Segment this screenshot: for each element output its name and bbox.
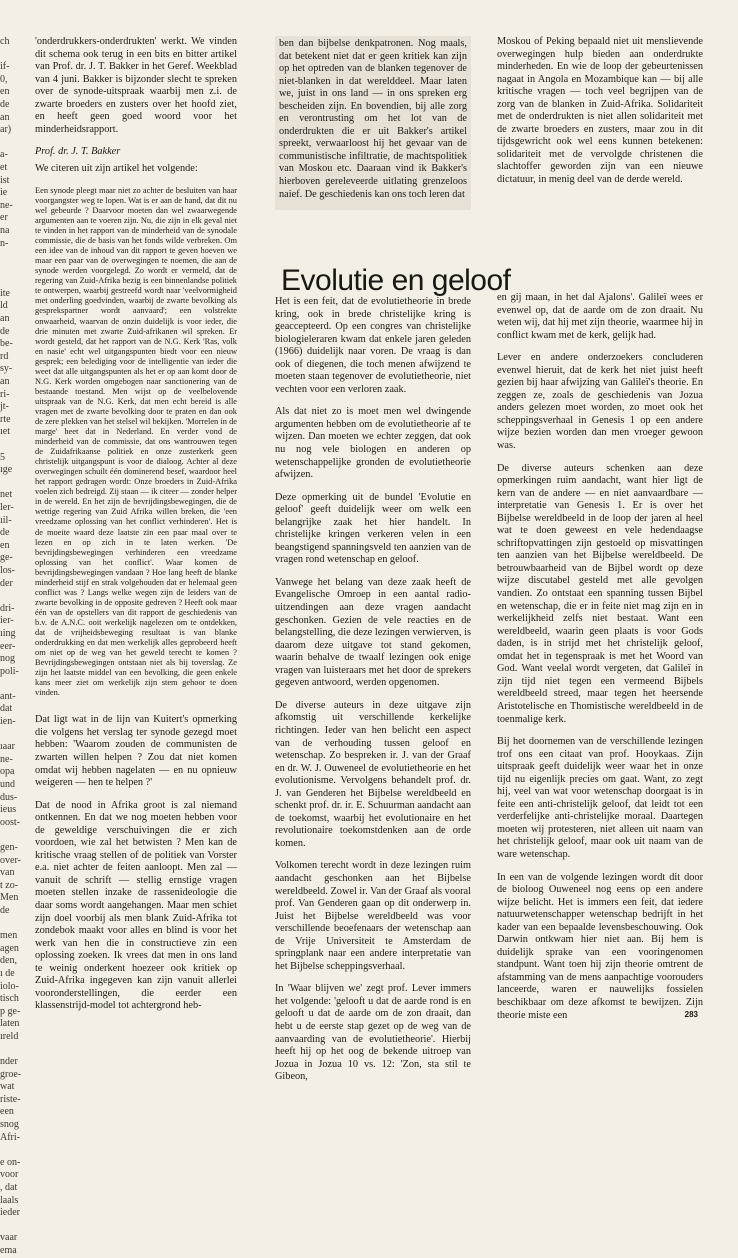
- column-1: [35, 36, 237, 1016]
- left-fragment-line: na: [0, 224, 10, 236]
- left-fragment-line: ie: [0, 187, 8, 199]
- bakker-quote: Een synode pleegt maar niet zo achter de besluiten van haar voorgangster weg te lopen. Wat is er aan de hand, dat dit nu wel gebeurde ? Daarvoor moeten dan wel zwaarwegende argumenten aan te voeren zijn. Nu, die zijn in elk geval niet te vinden in het rapport van de minderheid van de synodale commissie, die de basis van het fonds wilde verbreken. Om een idee van de inhoud van dit rapport te geven hoeven we maar een paar van de overwegingen te noemen, die aan de synode werden voorgelegd. Zo wordt er vermeld, dat de regering van Zuid-Afrika bezig is een binnenlandse politiek te ontwerpen, waarbij gestreefd wordt naar 'veelvormigheid met onderling goedvinden, waarbij de zwarte bevolking als gesprekspartner wordt aanvaard'; een volstrekte onwaarheid, waarvan de onzin duidelijk is voor ieder, die drie minuten met zwarte Zuid-afrikanen wil spreken. Er wordt gesteld, dat het rapport van de N.G. Kerk 'Ras, volk en nasie' echt wel uitgangspunten biedt voor een nieuw gesprek; een belediging voor de intelligentie van ieder die weet dat alle uitgangspunten als het er op aan komt door de N.G. Kerk worden omgebogen naar sanctionering van de bestaande toestand. Men wijst op de veelbelovende uitspraak van de N.G. Kerk, dat men echt bereid is alle vragen met de zwarte bevolking door te praten en dan ook de zere plekken van het stelsel wil bekijken. 'Morrelen in de marge' heet dat in Nederland. En verder vond de minderheid van de commissie, dat ons wantrouwen tegen de Zuidafrikaanse politiek en onze zusterkerk geen christelijk uitgangspunt is voor de dialoog. Achter al deze overwegingen schuilt één dominerend besef, waardoor heel het rapport gedragen wordt: Onze broeders in Zuid-Afrika voelen zich bedreigd. Zij staan — ik citeer — zonder helper in de wereld. En het zijn de bevrijdingsbewegingen, die de wettige regering van Zuid Afrika willen breken, die 'een vreedzame oplossing van het conflict verhinderen'. Het is de moeite waard deze laatste zin een paar maal over te lezen en op zich in te laten werken. 'De bevrijdingsbewegingen verhinderen een vreedzame oplossing van het conflict'. Waar komen de bevrijdingsbewegingen vandaan ? Hoe lang heeft de blanke minderheid stijf en strak volgehouden dat er helemaal geen conflict was ? Langs welke wegen zijn de leiders van de zwarte bevolking in de opposite gedreven ? Heeft ook maar één van de opstellers van dit rapport de geschiedenis van b.v. de A.N.C. ooit werkelijk nagelezen om te ontdekken, dat de vrijheidsbeweging resultaat is van blanke onderdrukking en dat men werkelijk alles geprobeerd heeft om niet op de weg van het geweld terecht te komen ? Bevrijdingsbewegingen ontstaan niet als bij toverslag. Ze zijn het laatste middel van een bevolking, die geen enkele kans meer ziet om werkelijk zijn stem gehoor te doen vinden.: [35, 185, 237, 698]
- left-fragment-line: 5: [0, 451, 5, 463]
- left-fragment-line: los-: [0, 564, 15, 576]
- left-fragment-line: voor: [0, 1169, 19, 1181]
- col3-paragraph-1: en gij maan, in het dal Ajalons'. Galileï wees er evenwel op, dat de aarde om de zon draait. Nu weten wij, dat hij met zijn theorie, waarmee hij in conflict kwam met de kerk, gelijk had.: [497, 292, 703, 341]
- left-fragment-line: [0, 439, 24, 452]
- quote-intro: We citeren uit zijn artikel het volgende:: [35, 163, 198, 175]
- left-fragment-line: [0, 729, 24, 742]
- article-title: Evolutie en geloof: [281, 264, 511, 297]
- left-fragment-line: an: [0, 376, 10, 388]
- left-column-fragments: [0, 36, 24, 1258]
- left-fragment-line: 0,: [0, 73, 8, 85]
- left-fragment-line: [0, 263, 24, 276]
- left-fragment-line: dat: [0, 703, 13, 715]
- left-fragment-line: ri-: [0, 388, 10, 400]
- left-fragment-line: e on-: [0, 1156, 21, 1168]
- left-fragment-line: [0, 590, 24, 603]
- left-fragment-line: sy-: [0, 363, 13, 375]
- left-fragment-line: [0, 137, 24, 150]
- left-fragment-line: er: [0, 212, 8, 224]
- col1-paragraph-3: Dat de nood in Afrika groot is zal niemand ontkennen. En dat we nog moeten hebben voor de geweldige verschuivingen die er zich voordoen, wie zal het betwisten ? Men kan de kritische vraag stellen of de politiek van Vorster e.a. niet achter de feiten aanloopt. Men zal — vanuit de schrift — stellig ernstige vragen moeten stellen inzake de rassenideologie die daar soms wordt aangehangen. Maar men schiet zijn doel voorbij als men blank Zuid-Afrika tot zondebok maakt voor alles en blind is voor het werk van hen die in constructieve zin een oplossing zoeken. Ik vrees dat men in ons land te weinig onderkent hoezeer ook kritiek op Zuid-Afrika ingegeven kan zijn vanuit allerlei vooronderstellingen, die eerder een klassenstrijd-model tot achtergrond heb-: [35, 799, 237, 1012]
- left-fragment-line: [0, 1044, 24, 1057]
- left-fragment-line: een: [0, 1106, 14, 1118]
- left-fragment-line: ien-: [0, 716, 16, 728]
- left-fragment-line: [0, 49, 24, 62]
- col3-paragraph-5: In een van de volgende lezingen wordt dit door de bioloog Ouweneel nog eens op een andere wijze belicht. Het is immers een feit, dat iedere natuurwetenschapper wetenschap bedrijft in het kader van een bepaalde levensbeschouwing. Ook Darwin ontkwam hier niet aan. Bij hem is duidelijk sprake van een vooringenomen standpunt. Want toen hij zijn theorie omtrent de afstamming van de mens aanpachtige voorouders lanceerde, waren er nauwelijks fossielen beschikbaar om deze afkomst te bewijzen. Zijn theorie miste een: [497, 871, 703, 1021]
- left-fragment-line: en: [0, 539, 10, 551]
- left-fragment-line: ı de: [0, 967, 15, 979]
- left-fragment-line: wat: [0, 1081, 15, 1093]
- left-fragment-line: [0, 250, 24, 263]
- col1-paragraph-1: 'onderdrukkers-onderdrukten' werkt. We vinden dit schema ook terug in een bits en bitter artikel van Prof. dr. J. T. Bakker in het Geref. Weekblad van 4 juni. Bakker is bijzonder slecht te spreken over de synode-uitspraak waarbij men z.i. de zwarte broeders en zusters over het hoofd ziet, en heeft geen goed woord voor het minderheidsrapport.: [35, 36, 237, 135]
- left-fragment-line: riste-: [0, 1093, 21, 1105]
- left-fragment-line: tisch: [0, 993, 19, 1005]
- col1-paragraph-2: Dat ligt wat in de lijn van Kuitert's opmerking die volgens het verslag ter synode gezegd moet hebben: 'Waarom zouden de communisten de zwarten willen helpen ? Zou dat niet komen omdat wij hebben nagelaten — en nu opnieuw weigeren — hen te helpen ?': [35, 714, 237, 789]
- left-fragment-line: an: [0, 111, 10, 123]
- left-fragment-line: de: [0, 325, 10, 337]
- left-fragment-line: iolo-: [0, 980, 19, 992]
- col2-paragraph-1: Het is een feit, dat de evolutietheorie in brede kring, ook in brede christelijke kring is geaccepteerd. Op een congres van christelijke biologieleraren kwam dat enkele jaren geleden (1966) duidelijk naar voren. De vraag is dan ook of diegenen, die toch menen afwijzend te moeten staan tegenover de evolutietheorie, niet vechten voor een verloren zaak.: [275, 296, 471, 395]
- col2-paragraph-2: Als dat niet zo is moet men wel dwingende argumenten hebben om de evolutietheorie af te wijzen. Dan moeten we echter zeggen, dat ook nu nog vele biologen en anderen op wetenschappelijke gronden de evolutietheorie afwijzen.: [275, 406, 471, 481]
- left-fragment-line: t zo-: [0, 879, 19, 891]
- left-fragment-line: ler-: [0, 501, 14, 513]
- left-fragment-line: , dat: [0, 1182, 18, 1194]
- left-fragment-line: ite: [0, 287, 10, 299]
- left-fragment-line: [0, 678, 24, 691]
- left-fragment-line: ieus: [0, 804, 17, 816]
- left-fragment-line: ema: [0, 1245, 17, 1256]
- left-fragment-line: over-: [0, 854, 21, 866]
- left-fragment-line: gen-: [0, 842, 18, 853]
- col3-paragraph-4: Bij het doornemen van de verschillende lezingen trof ons een citaat van prof. Hooykaas. Zijn uitspraak geeft duidelijk weer waar het in onze tijd nu eigenlijk precies om gaat. Want, zo zegt hij, veel van wat voor wetenschap doorgaat is in feite een anti-christelijk geloof, dat leidt tot een verderfelijke anti-christelijke moraal. Daartegen moeten wij protesteren, niet alleen uit naam van het christelijk geloof, maar ook uit naam van de ware wetenschap.: [497, 736, 703, 860]
- left-fragment-line: ıet: [0, 426, 10, 438]
- left-fragment-line: en: [0, 86, 10, 98]
- left-fragment-line: poli-: [0, 665, 19, 677]
- left-fragment-line: groe-: [0, 1068, 22, 1080]
- left-fragment-line: agen: [0, 942, 19, 954]
- col3-continuation: Moskou of Peking bepaald niet uit menslievende overwegingen hulp bieden aan onderdrukte minderheden. En wie de loop der gebeurtenissen nagaat in Angola en Mozambique kan — bij alle kritische vragen — toch veel begrijpen van de zorg van de blanken in Zuid-Afrika. Solidariteit met de onderdrukten is niet allen solidariteit met de zwarte broeders en zusters, maar zou in dit tijdsgewricht ook wel eens kunnen betekenen: solidariteit met de vervolgde christenen die slachtoffer geworden zijn van een nieuwe dictatuur, in menig deel van de derde wereld.: [497, 36, 703, 186]
- left-fragment-line: ist: [0, 174, 10, 186]
- col2-paragraph-5: De diverse auteurs in deze uitgave zijn afkomstig uit verschillende kerkelijke richtingen. Ieder van hen belicht een aspect van de verhouding tussen geloof en wetenschap. Zo bespreken ir. J. van der Graaf en dr. W. J. Ouweneel de evolutietheorie en het evolutionisme. Vervolgens behandelt prof. dr. J. van Genderen het Bijbelse wereldbeeld en schenkt prof. dr. ir. E. Schuurman aandacht aan de toekomst, waarbij het evolutionaire en het revolutionaire toekomstdenken aan de orde komen.: [275, 699, 471, 849]
- left-fragment-line: men: [0, 930, 18, 942]
- left-fragment-line: nder: [0, 1056, 18, 1068]
- left-fragment-line: ne-: [0, 199, 13, 211]
- col2-paragraph-6: Volkomen terecht wordt in deze lezingen ruim aandacht geschonken aan het Bijbelse wereldbeeld. Zowel ir. Van der Graaf als vooral prof. Van Genderen gaan op dit onderwerp in. Juist het Bijbelse wereldbeeld was voor verschillende beoefenaars der wetenschap aan de Vrije Universiteit te Amsterdam de springplank naar een andere interpretatie van het Bijbelse scheppingsverhaal.: [275, 860, 471, 972]
- left-fragment-line: jt-: [0, 401, 9, 413]
- left-fragment-line: der: [0, 577, 13, 589]
- left-fragment-line: ge-: [0, 552, 13, 564]
- left-fragment-line: den,: [0, 955, 17, 967]
- left-fragment-line: dus-: [0, 791, 18, 803]
- left-fragment-line: ıreld: [0, 1030, 19, 1042]
- left-fragment-line: ne-: [0, 753, 13, 765]
- left-fragment-line: ier-: [0, 615, 14, 627]
- left-fragment-line: rd: [0, 350, 9, 362]
- left-fragment-line: ıaar: [0, 741, 15, 753]
- page-number: 283: [684, 1010, 698, 1019]
- left-fragment-line: ld: [0, 300, 8, 312]
- left-fragment-line: opa: [0, 766, 15, 778]
- col2-paragraph-7: In 'Waar blijven we' zegt prof. Lever immers het volgende: 'gelooft u dat de aarde rond is en gelooft u dat de aarde om de zon draait, dan hebt u de eerste stap gezet op de weg van de aanvaarding van de evolutietheorie'. Hierbij heeft hij op het oog de bekende uitroep van Jozua in Jozua 10 vs. 12: 'Zon, sta stil te Gibeon,: [275, 983, 471, 1083]
- column-2: [275, 36, 471, 1083]
- left-fragment-line: vaar: [0, 1232, 18, 1244]
- left-fragment-line: dri-: [0, 602, 15, 614]
- left-fragment-line: de: [0, 527, 10, 539]
- left-fragment-line: ch: [0, 36, 10, 47]
- left-fragment-line: [0, 275, 24, 288]
- col2-paragraph-3: Deze opmerking uit de bundel 'Evolutie en geloof' geeft duidelijk weer om welk een belangrijke zaak het hier handelt. In christelijke kringen verkeren velen in een beangstigend spanningsveld ten aanzien van de vragen rond wetenschap en geloof.: [275, 491, 471, 566]
- left-fragment-line: ant-: [0, 690, 16, 702]
- left-fragment-line: de: [0, 98, 10, 110]
- byline-bakker: Prof. dr. J. T. Bakker: [35, 146, 121, 158]
- left-fragment-line: Afri-: [0, 1131, 20, 1143]
- left-fragment-line: eer-: [0, 640, 16, 652]
- left-fragment-line: Men: [0, 892, 19, 904]
- left-fragment-line: [0, 1144, 24, 1157]
- col2-continuation: ben dan bijbelse denkpatronen. Nog maals, dat betekent niet dat er geen kritiek kan zijn op het optreden van de blanken tegenover de niet-blanken in dat werelddeel. Maar laten we, juist in ons land — in ons spreken erg bescheiden zijn. En bovendien, bij alle zorg en verontrusting om het lot van de onderdrukten die er uit Bakker's artikel spreekt, verwaarloost hij het gevaar van de communistische infiltratie, de machtspolitiek van Moskou etc. Daaraan vind ik Bakker's hierboven gereleveerde uitlating grenzeloos naief. De geschiedenis kan ons toch leren dat: [275, 36, 471, 210]
- left-fragment-line: be-: [0, 338, 13, 350]
- left-fragment-line: [0, 918, 24, 931]
- left-fragment-line: n-: [0, 237, 9, 249]
- left-fragment-line: ieder: [0, 1207, 20, 1219]
- column-3: [497, 36, 703, 1021]
- left-fragment-line: de: [0, 904, 10, 916]
- left-fragment-line: oost-: [0, 816, 20, 828]
- left-fragment-line: if-: [0, 61, 10, 73]
- col2-paragraph-4: Vanwege het belang van deze zaak heeft de Evangelische Omroep in een aantal radio-uitzendingen aan deze vragen aandacht geschonken. Gezien de vele reacties en de belangstelling, die deze lezingen verwierven, is daarom deze uitgave tot stand gekomen, waarin behalve de twaalf lezingen ook enige vragen van luisteraars met het door de sprekers gegeven antwoord, werden opgenomen.: [275, 576, 471, 689]
- left-fragment-line: laals: [0, 1194, 19, 1206]
- left-fragment-line: an: [0, 313, 10, 325]
- left-fragment-line: nog: [0, 653, 15, 665]
- left-fragment-line: [0, 1220, 24, 1233]
- left-fragment-line: a-: [0, 149, 8, 161]
- left-fragment-line: ıing: [0, 627, 16, 639]
- left-fragment-line: net: [0, 489, 13, 501]
- left-fragment-line: und: [0, 779, 15, 791]
- col3-paragraph-3: De diverse auteurs schenken aan deze opmerkingen ruim aandacht, want hier ligt de kern van de andere — en niet aanvaardbare — interpretatie van Genesis 1. Er is over het Bijbelse wereldbeeld in de loop der jaren al heel wat te doen geweest en vele hedendaagse schriftopvattingen zijn gestoeld op misvattingen ten aanzien van het Bijbelse wereldbeeld. De betrouwbaarheid van de Bijbel wordt op deze wijze discutabel gesteld met alle gevolgen vandien. Zo ontstaat een spanning tussen Bijbel en wetenschap, die er in feite niet mag zijn en in werkelijkheid zelfs niet bestaat. Want een wereldbeeld, waarin geen plaats is voor Gods daden, is in strijd met het christelijk geloof, omdat het in tegenspraak is met het Woord van God. Want veelal wordt vergeten, dat Galileï in zijn tijd niet tegen een vermeend Bijbels wereldbeeld streed, maar tegen het heersende Aristotelische en Thomistische wereldbeeld in de toenmalige kerk.: [497, 462, 703, 725]
- left-fragment-line: laten: [0, 1018, 20, 1030]
- left-fragment-line: van: [0, 867, 15, 879]
- left-fragment-line: p ge-: [0, 1005, 21, 1017]
- left-fragment-line: [0, 829, 24, 842]
- left-fragment-line: ıil-: [0, 514, 12, 526]
- left-fragment-line: [0, 477, 24, 490]
- left-fragment-line: ıge: [0, 464, 13, 476]
- left-fragment-line: rte: [0, 413, 11, 425]
- left-fragment-line: snog: [0, 1119, 19, 1131]
- left-fragment-line: ar): [0, 124, 12, 136]
- left-fragment-line: et: [0, 161, 8, 173]
- col3-paragraph-2: Lever en andere onderzoekers concluderen evenwel hieruit, dat de kerk het niet juist heeft gezien bij haar afwijzing van Galileï's theorie. En zeggen ze, zoals de geschiedenis van Jozua anders gelezen moet worden, zo moet ook het scheppingsverhaal in Genesis 1 op een andere wijze bezien worden dan men vroeger gewoon was.: [497, 352, 703, 452]
